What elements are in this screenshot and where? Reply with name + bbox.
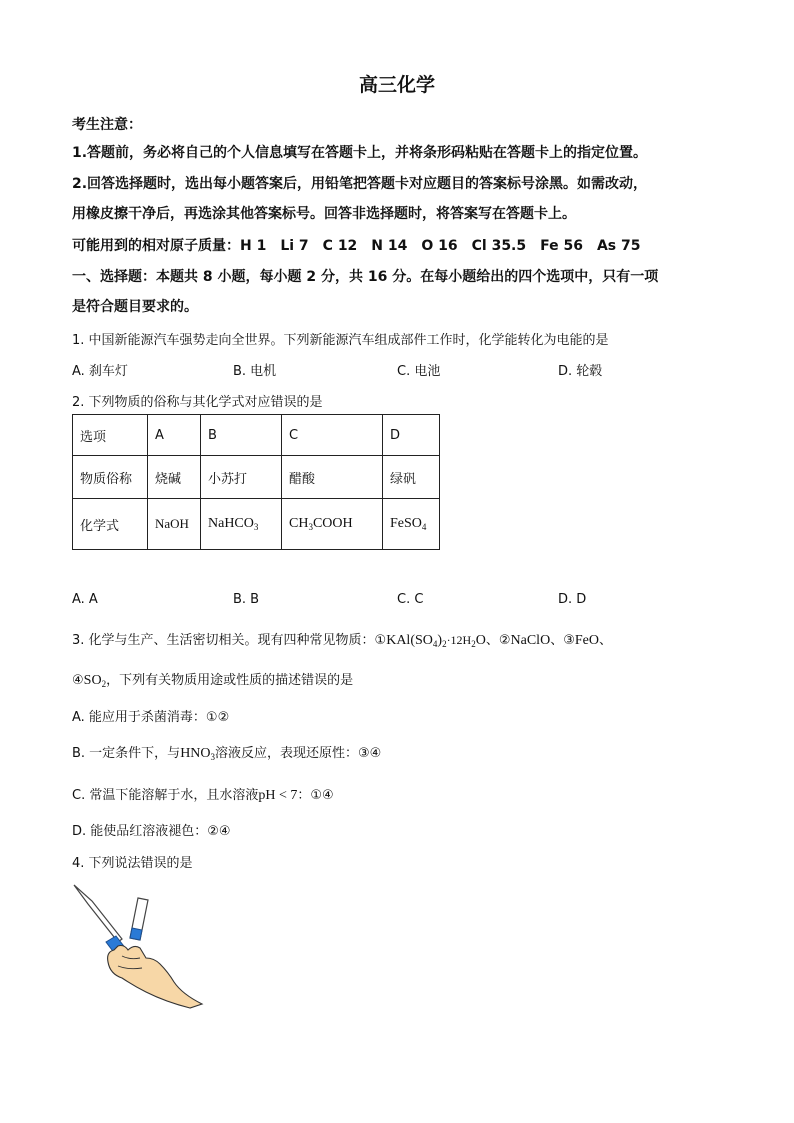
table-row-formulas bbox=[73, 499, 440, 550]
formula-hno3: $HNO_3$ bbox=[180, 746, 216, 762]
table-header-common-name: 物质俗称 bbox=[73, 456, 148, 499]
table-cell-formula-b: NaHCO$_3$ bbox=[201, 499, 282, 550]
question-3-option-b: B. 一定条件下，与$HNO_3$溶液反应，表现还原性：③④ bbox=[72, 746, 382, 762]
table-cell-common-name-c: 醋酸 bbox=[282, 456, 383, 499]
question-4-stem: 4. 下列说法错误的是 bbox=[72, 856, 193, 871]
question-2-option-d: D. D bbox=[558, 592, 587, 607]
question-3-option-a: A. 能应用于杀菌消毒：①② bbox=[72, 710, 230, 725]
table-header-formula: 化学式 bbox=[73, 499, 148, 550]
formula-so2: $SO_2$ bbox=[83, 673, 107, 689]
table-cell-formula-c: $CH_3COOH$ bbox=[282, 499, 383, 550]
question-1-option-a: A. 刹车灯 bbox=[72, 364, 128, 379]
section-1-heading-line-2: 是符合题目要求的。 bbox=[72, 299, 198, 315]
question-2-stem: 2. 下列物质的俗称与其化学式对应错误的是 bbox=[72, 395, 323, 410]
page-title: 高三化学 bbox=[358, 74, 435, 96]
table-cell-option-d: D bbox=[383, 415, 440, 456]
notice-item-2-line-1: 2.回答选择题时，选出每小题答案后，用铅笔把答题卡对应题目的答案标号涂黑。如需改动， bbox=[72, 176, 648, 192]
question-2-table bbox=[72, 414, 440, 550]
question-2-option-a: A. A bbox=[72, 592, 98, 607]
question-1-option-c: C. 电池 bbox=[397, 364, 441, 379]
formula-naclo: NaClO bbox=[510, 633, 551, 648]
formula-alum: $KAl(SO_4)_2\cdot 12H_2O$ bbox=[386, 633, 486, 649]
ph-condition: pH < 7 bbox=[258, 788, 298, 803]
question-3-stem-line-2: $④SO_2$，下列有关物质用途或性质的描述错误的是 bbox=[72, 673, 354, 689]
question-1-option-b: B. 电机 bbox=[233, 364, 277, 379]
formula-feo: FeO bbox=[574, 633, 599, 648]
table-header-option: 选项 bbox=[73, 415, 148, 456]
notice-item-1: 1.答题前，务必将自己的个人信息填写在答题卡上，并将条形码粘贴在答题卡上的指定位置。 bbox=[72, 145, 648, 161]
hand-icon bbox=[108, 946, 202, 1009]
table-row-common-names bbox=[73, 456, 440, 499]
question-3-option-c: C. 常温下能溶解于水，且水溶液pH < 7：①④ bbox=[72, 788, 334, 803]
table-row-options bbox=[73, 415, 440, 456]
dropper-hand-illustration bbox=[70, 882, 205, 1012]
question-3-option-d: D. 能使品红溶液褪色：②④ bbox=[72, 824, 231, 839]
question-2-option-b: B. B bbox=[233, 592, 260, 607]
question-3-stem-line-1: 3. 化学与生产、生活密切相关。现有四种常见物质：$①KAl(SO_4)_2\cdot 12H_2O$、②NaClO、③FeO、 bbox=[72, 633, 612, 649]
notice-item-2-line-2: 用橡皮擦干净后，再选涂其他答案标号。回答非选择题时，将答案写在答题卡上。 bbox=[72, 206, 576, 222]
atomic-masses: 可能用到的相对原子质量：H 1 Li 7 C 12 N 14 O 16 Cl 35.5 Fe 56 As 75 bbox=[72, 238, 641, 254]
question-1-stem: 1. 中国新能源汽车强势走向全世界。下列新能源汽车组成部件工作时，化学能转化为电能的是 bbox=[72, 333, 609, 348]
table-cell-common-name-d: 绿矾 bbox=[383, 456, 440, 499]
question-2-option-c: C. C bbox=[397, 592, 424, 607]
dropper-tube-icon bbox=[74, 885, 122, 942]
table-cell-option-b: B bbox=[201, 415, 282, 456]
table-cell-common-name-a: 烧碱 bbox=[148, 456, 201, 499]
table-cell-formula-d: FeSO$_4$ bbox=[383, 499, 440, 550]
notice-heading: 考生注意： bbox=[72, 117, 142, 133]
table-cell-option-c: C bbox=[282, 415, 383, 456]
table-cell-formula-a: NaOH bbox=[148, 499, 201, 550]
section-1-heading-line-1: 一、选择题：本题共 8 小题，每小题 2 分，共 16 分。在每小题给出的四个选项中，只有一项 bbox=[72, 269, 659, 285]
question-1-option-d: D. 轮毂 bbox=[558, 364, 603, 379]
table-cell-option-a: A bbox=[148, 415, 201, 456]
table-cell-common-name-b: 小苏打 bbox=[201, 456, 282, 499]
